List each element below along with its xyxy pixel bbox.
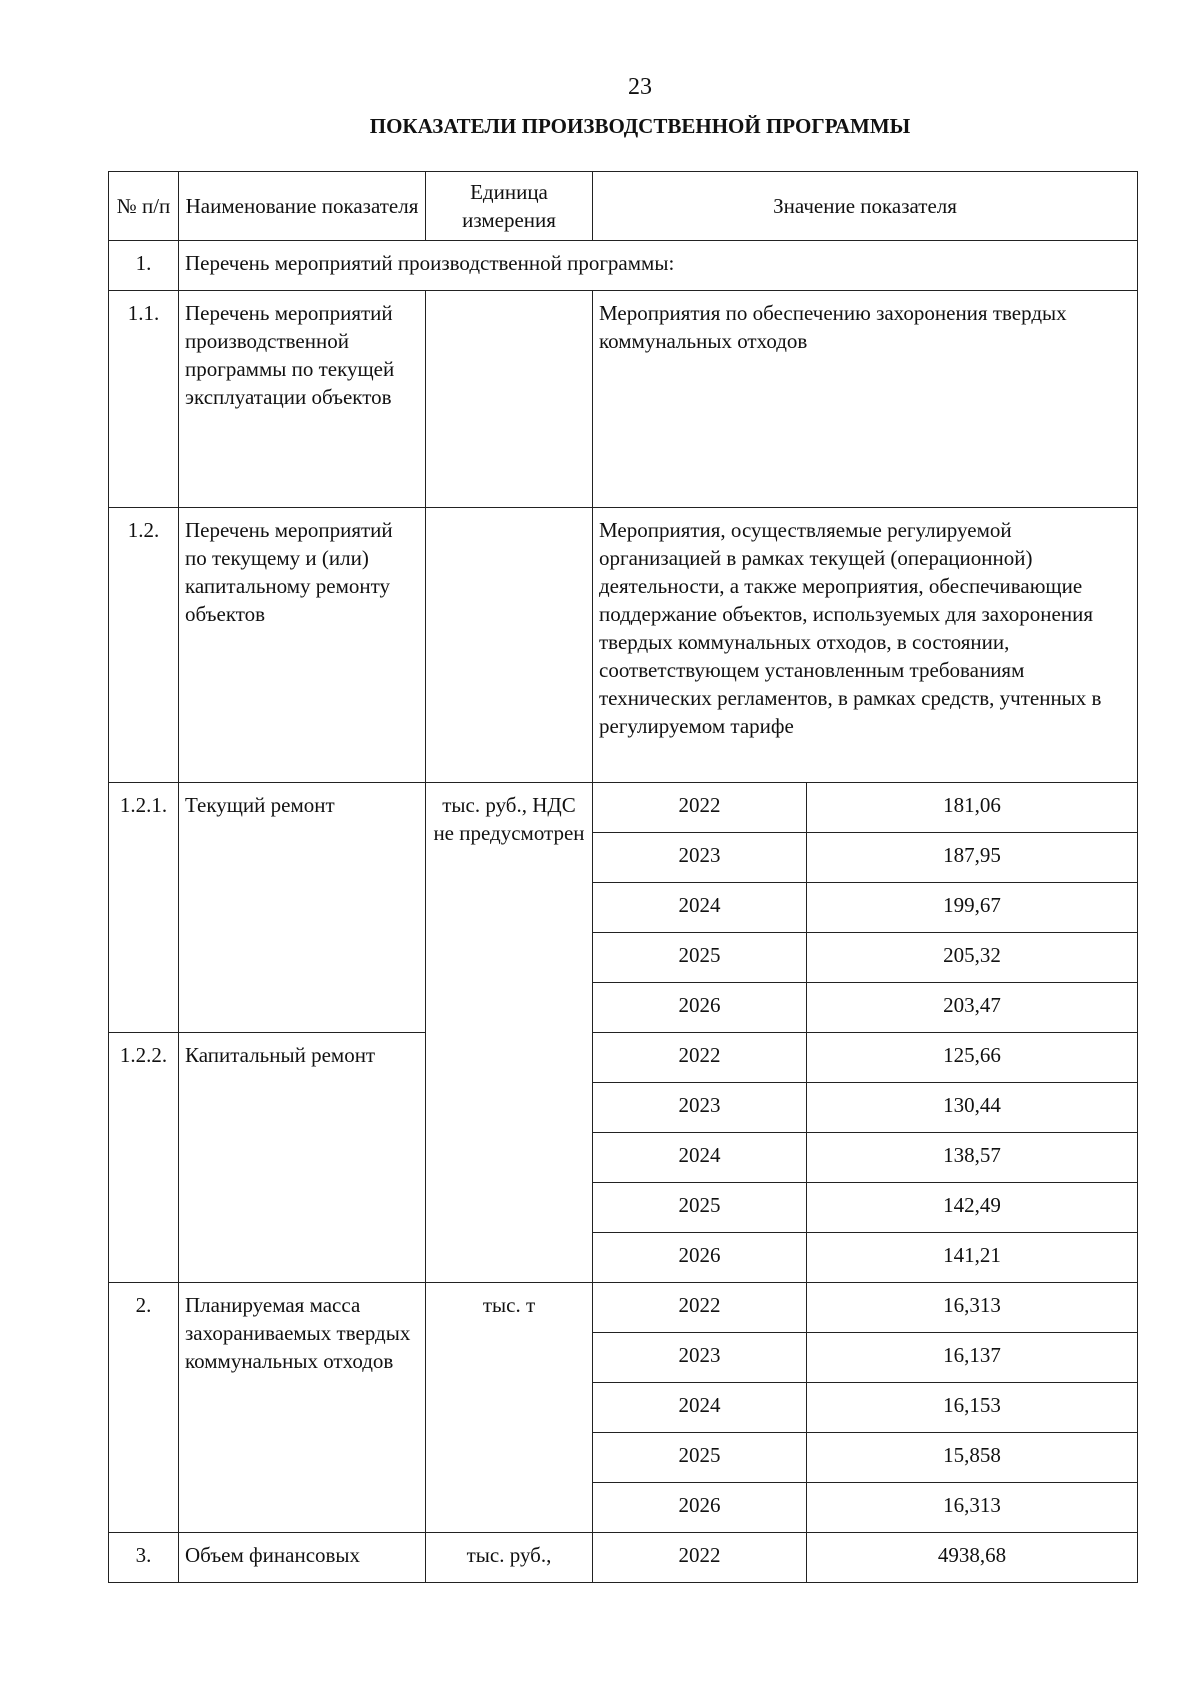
year-cell: 2023 <box>593 1333 807 1383</box>
row-num: 1.2.2. <box>109 1033 179 1283</box>
row-unit <box>426 508 593 783</box>
year-cell: 2023 <box>593 833 807 883</box>
value-cell: 199,67 <box>807 883 1138 933</box>
year-cell: 2024 <box>593 1383 807 1433</box>
year-cell: 2025 <box>593 1183 807 1233</box>
row-num: 1. <box>109 241 179 291</box>
year-cell: 2025 <box>593 933 807 983</box>
year-cell: 2022 <box>593 1033 807 1083</box>
value-cell: 142,49 <box>807 1183 1138 1233</box>
table-row <box>109 1533 1138 1583</box>
value-cell: 138,57 <box>807 1133 1138 1183</box>
header-value: Значение показателя <box>593 172 1138 241</box>
page-number: 23 <box>628 74 652 100</box>
year-cell: 2022 <box>593 1283 807 1333</box>
year-cell: 2026 <box>593 1233 807 1283</box>
page-title: ПОКАЗАТЕЛИ ПРОИЗВОДСТВЕННОЙ ПРОГРАММЫ <box>369 114 911 138</box>
value-cell: 16,313 <box>807 1283 1138 1333</box>
value-cell: 15,858 <box>807 1433 1138 1483</box>
value-cell: 203,47 <box>807 983 1138 1033</box>
value-cell: 205,32 <box>807 933 1138 983</box>
table-row <box>109 1283 1138 1333</box>
indicators-table <box>108 171 1138 1583</box>
year-cell: 2025 <box>593 1433 807 1483</box>
year-cell: 2022 <box>593 1533 807 1583</box>
header-name: Наименование показателя <box>179 172 426 241</box>
year-cell: 2023 <box>593 1083 807 1133</box>
row-unit: тыс. руб., НДС не предусмотрен <box>426 783 593 1283</box>
year-cell: 2022 <box>593 783 807 833</box>
value-cell: 141,21 <box>807 1233 1138 1283</box>
header-num: № п/п <box>109 172 179 241</box>
value-cell: 16,153 <box>807 1383 1138 1433</box>
row-name: Объем финансовых <box>179 1533 426 1583</box>
header-unit: Единица измерения <box>426 172 593 241</box>
row-name: Перечень мероприятий производственной программы: <box>179 241 1138 291</box>
value-cell: 187,95 <box>807 833 1138 883</box>
row-num: 1.2. <box>109 508 179 783</box>
year-cell: 2024 <box>593 883 807 933</box>
value-cell: 181,06 <box>807 783 1138 833</box>
row-num: 2. <box>109 1283 179 1533</box>
row-value: Мероприятия, осуществляемые регулируемой организацией в рамках текущей (операционной) деятельности, а также мероприятия, обеспечивающие поддержание объектов, используемых для захоронения твердых коммунальных отходов, в состоянии, соответствующем установленным требованиям технических регламентов, в рамках средств, учтенных в регулируемом тарифе <box>593 508 1138 783</box>
value-cell: 16,313 <box>807 1483 1138 1533</box>
row-num: 3. <box>109 1533 179 1583</box>
row-name: Текущий ремонт <box>179 783 426 1033</box>
row-value: Мероприятия по обеспечению захоронения твердых коммунальных отходов <box>593 291 1138 508</box>
year-cell: 2024 <box>593 1133 807 1183</box>
row-name: Перечень мероприятий производственной программы по текущей эксплуатации объектов <box>179 291 426 508</box>
table-row <box>109 241 1138 291</box>
row-num: 1.2.1. <box>109 783 179 1033</box>
year-cell: 2026 <box>593 1483 807 1533</box>
table-header <box>109 172 1138 241</box>
row-unit: тыс. руб., <box>426 1533 593 1583</box>
table-row <box>109 783 1138 833</box>
row-unit <box>426 291 593 508</box>
row-name: Капитальный ремонт <box>179 1033 426 1283</box>
table-row <box>109 1033 1138 1083</box>
value-cell: 4938,68 <box>807 1533 1138 1583</box>
row-name: Планируемая масса захораниваемых твердых коммунальных отходов <box>179 1283 426 1533</box>
table-row <box>109 508 1138 783</box>
table-row <box>109 291 1138 508</box>
row-name: Перечень мероприятий по текущему и (или) капитальному ремонту объектов <box>179 508 426 783</box>
year-cell: 2026 <box>593 983 807 1033</box>
row-unit: тыс. т <box>426 1283 593 1533</box>
value-cell: 130,44 <box>807 1083 1138 1133</box>
value-cell: 16,137 <box>807 1333 1138 1383</box>
value-cell: 125,66 <box>807 1033 1138 1083</box>
row-num: 1.1. <box>109 291 179 508</box>
